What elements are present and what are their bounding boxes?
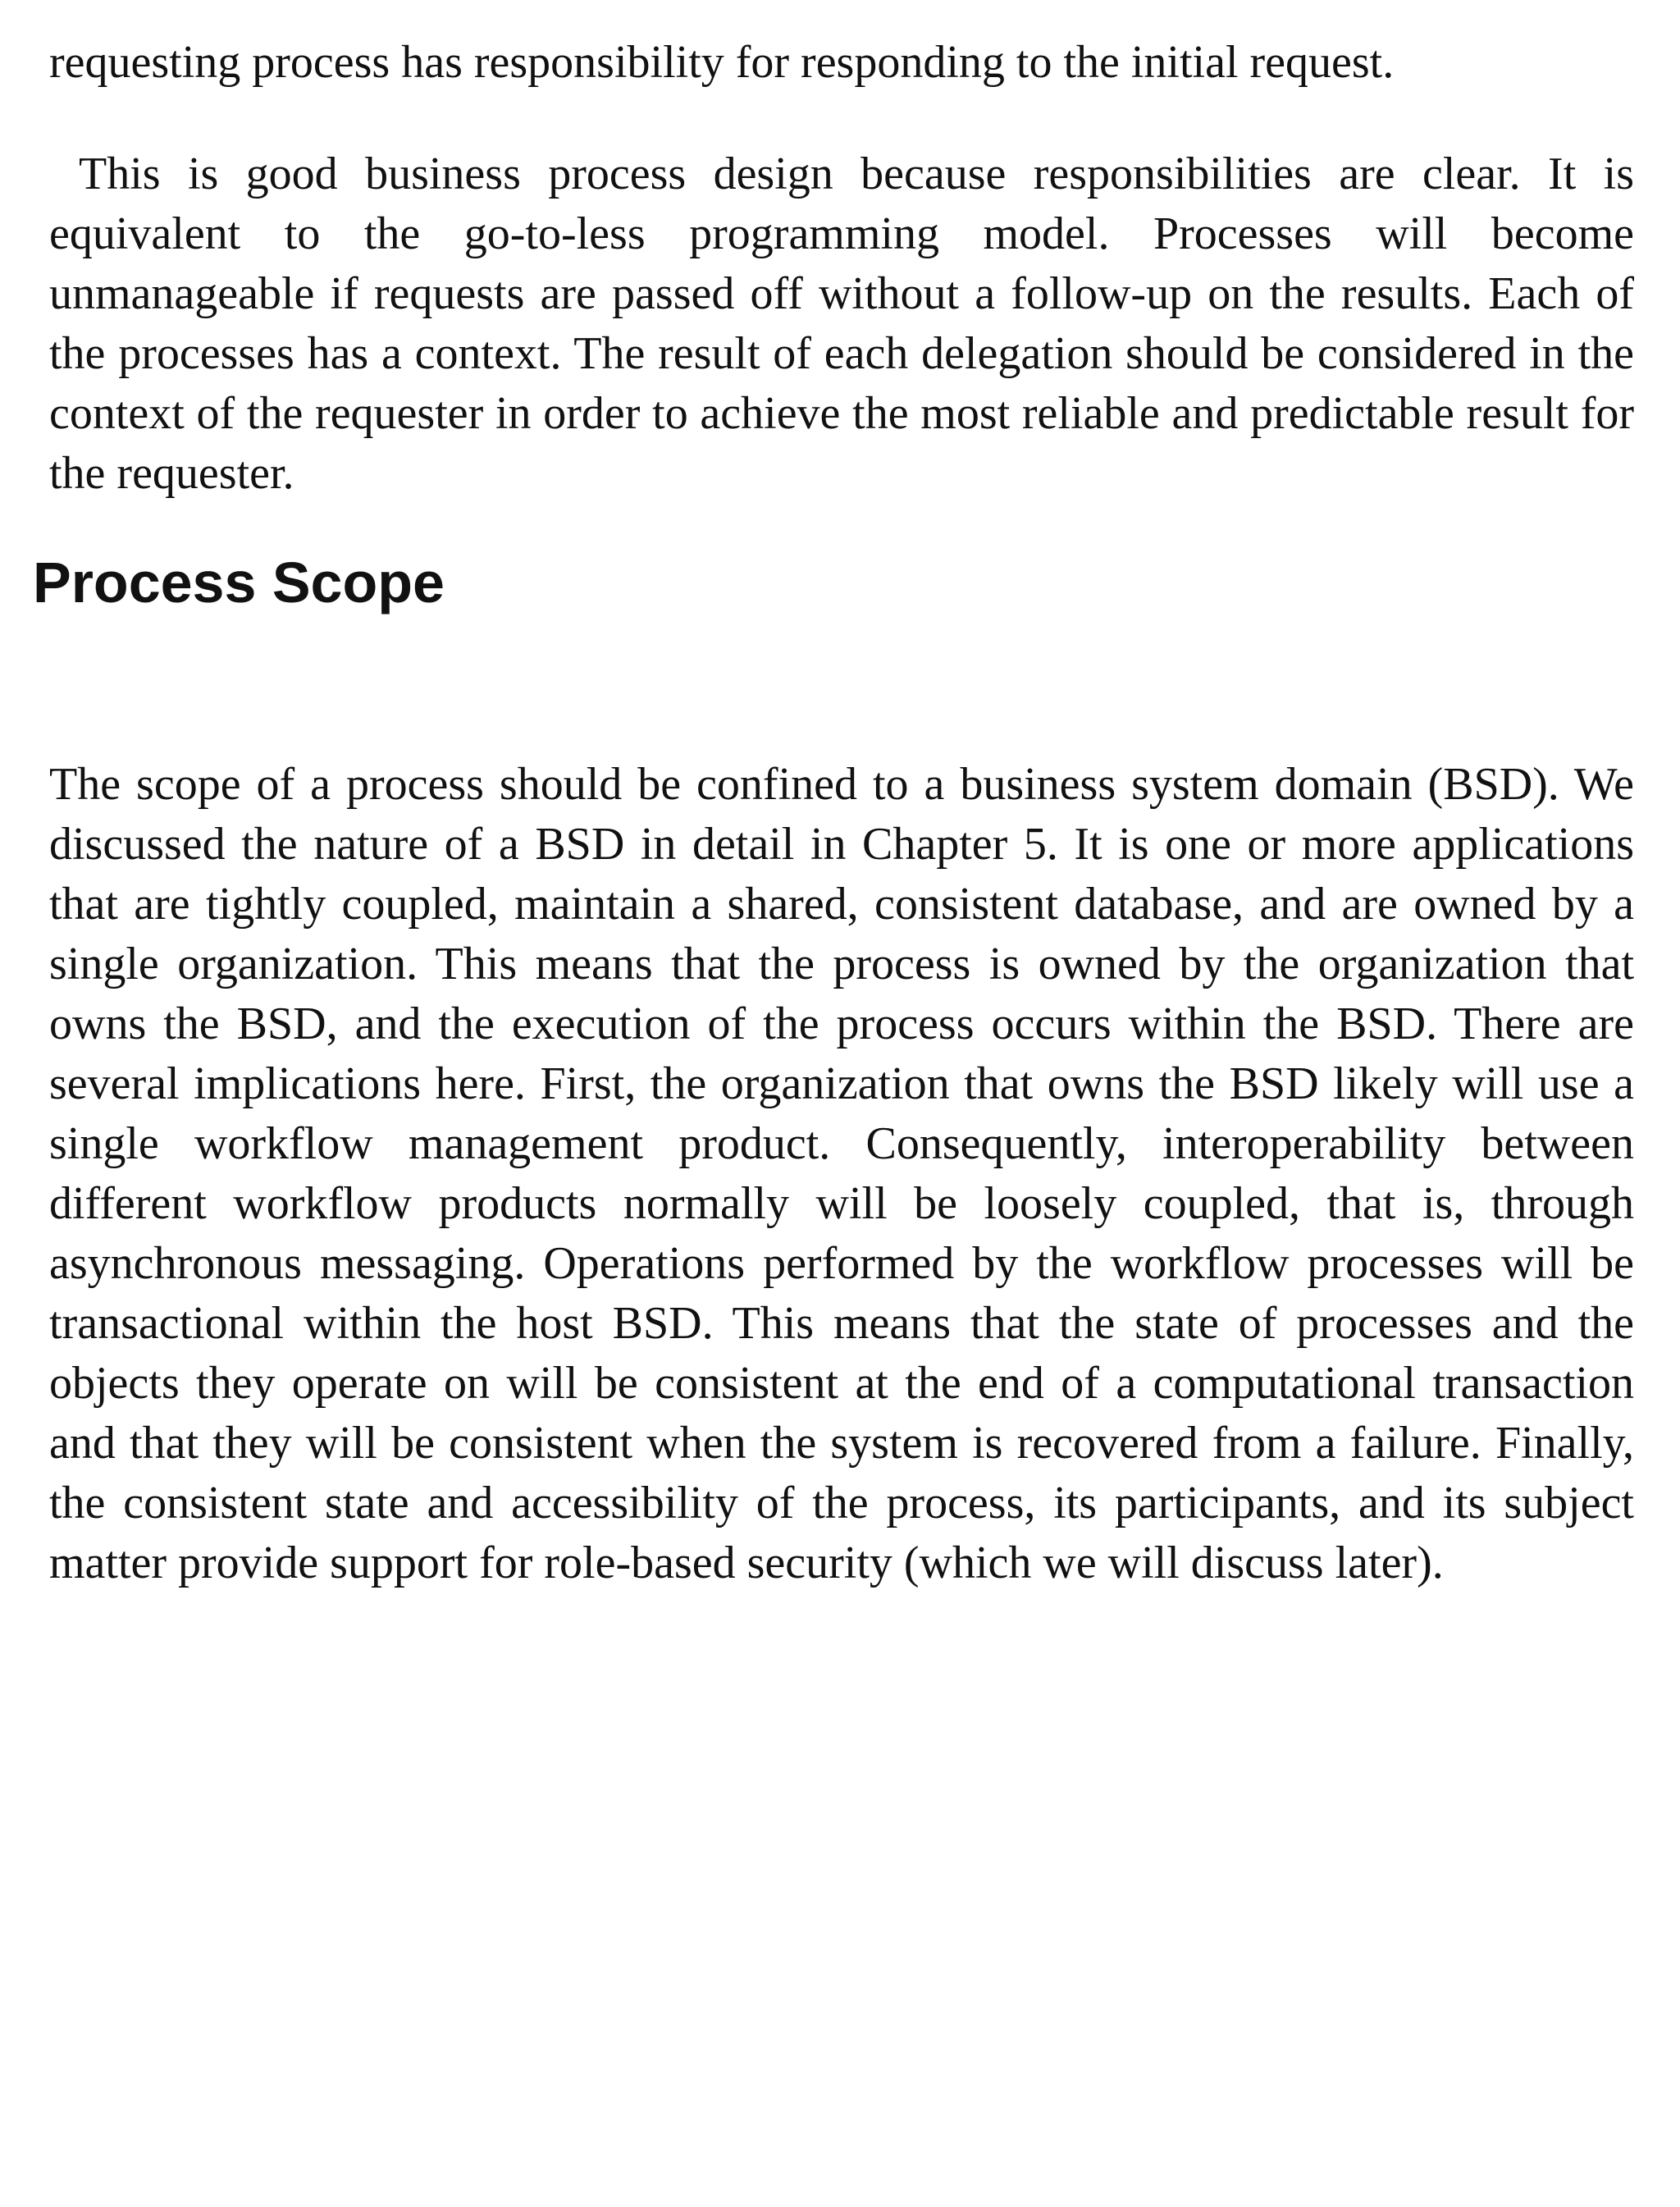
section-heading: Process Scope bbox=[33, 551, 445, 615]
paragraph-continued: requesting process has responsibility for responding to the initial request. bbox=[49, 37, 1395, 88]
paragraph-process-scope: The scope of a process should be confined to a business system domain (BSD). We discussed the nature of a BSD in detail in Chapter 5. It is one or more applications that are tightly coupled, maintain a shared, consistent database, and are owned by a single organization. This means that the process is owned by the organization that owns the BSD, and the execution of the process occurs within the BSD. There are several implications here. First, the organization that owns the BSD likely will use a single workflow management product. Consequently, interoperability between different workflow products normally will be loosely coupled, that is, through asynchronous messaging. Operations performed by the workflow processes will be transactional within the host BSD. This means that the state of processes and the objects they operate on will be consistent at the end of a computational transaction and that they will be consistent when the system is recovered from a failure. Finally, the consistent state and accessibility of the process, its participants, and its subject matter provide support for role-based security (which we will discuss later). bbox=[49, 759, 1634, 1588]
paragraph-good-design: This is good business process design because responsibilities are clear. It is equivalent to the go-to-less programming model. Processes will become unmanageable if requests are passed off without a follow-up on the results. Each of the processes has a context. The result of each delegation should be considered in the context of the requester in order to achieve the most reliable and predictable result for the requester. bbox=[49, 149, 1634, 499]
